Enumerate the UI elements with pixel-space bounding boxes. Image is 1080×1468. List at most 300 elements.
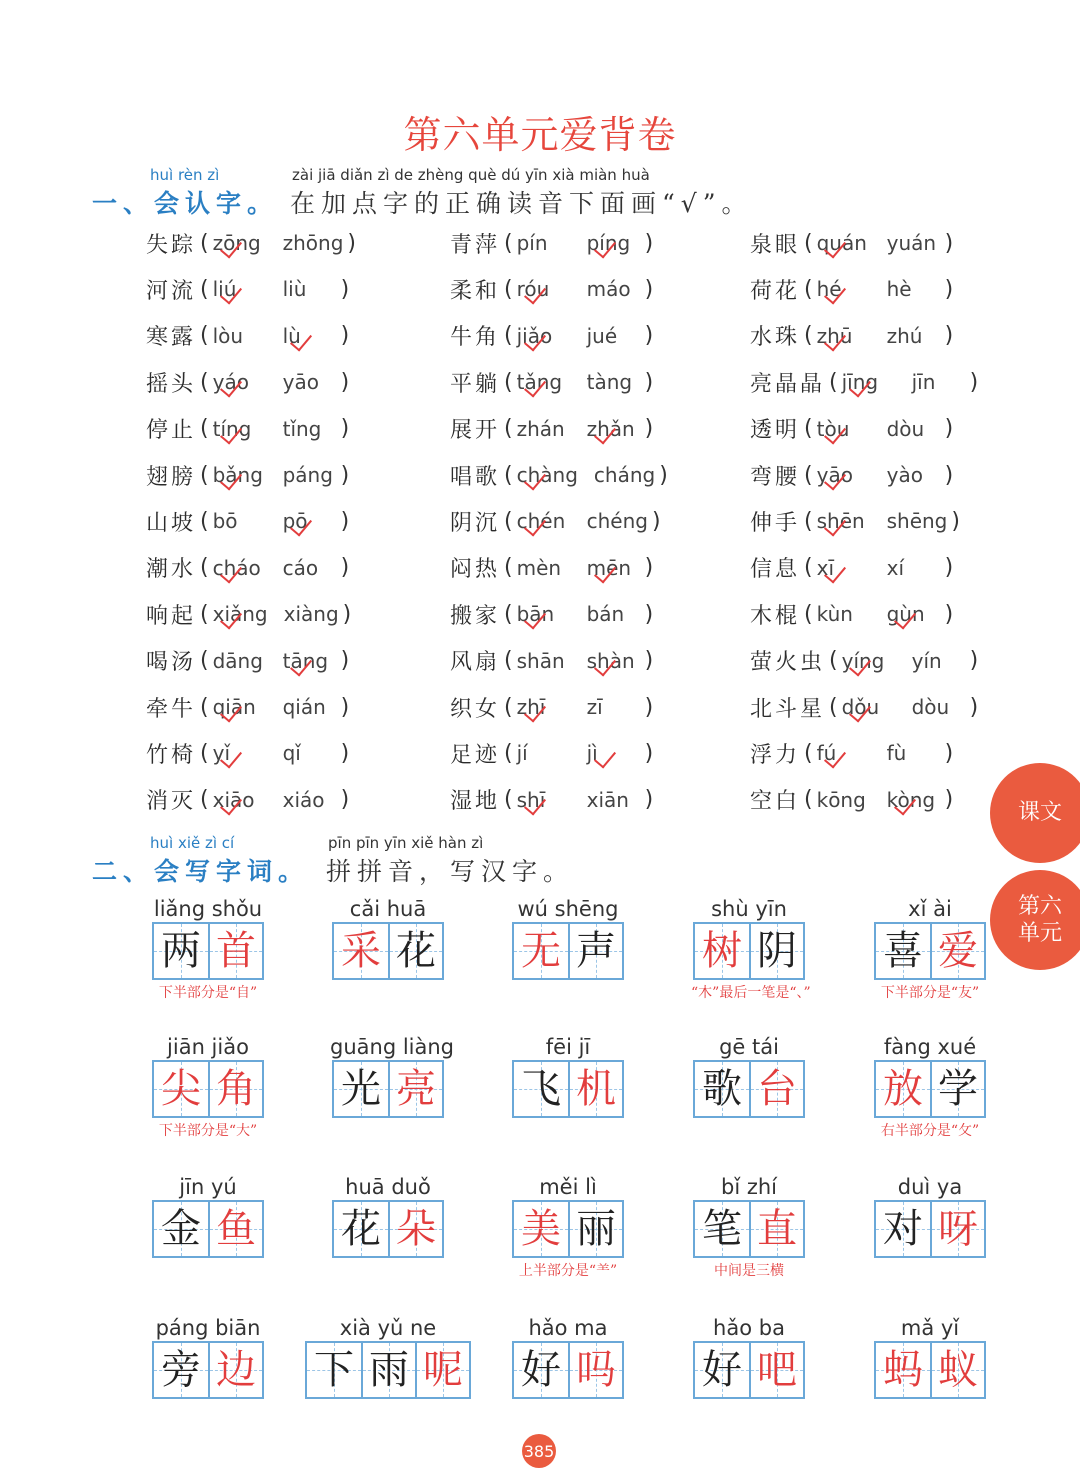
pinyin-option-a[interactable]: shēn — [817, 509, 871, 533]
pinyin-option-a[interactable]: zōng — [213, 231, 267, 255]
pinyin-option-a[interactable]: jīng — [842, 370, 896, 394]
reading-item — [450, 687, 657, 727]
pinyin-option-b[interactable]: zhōng — [282, 231, 344, 255]
pinyin-option-b[interactable]: dòu — [886, 416, 925, 441]
reading-item — [750, 687, 982, 727]
pinyin-option-b[interactable]: hè — [886, 277, 912, 302]
reading-item — [450, 780, 657, 820]
close-paren: ) — [340, 694, 350, 720]
open-paren: ( — [504, 462, 513, 488]
word-cell — [150, 1034, 266, 1140]
tian-zi-ge — [512, 1341, 624, 1399]
hanzi-char: 亮 — [396, 1066, 436, 1112]
reading-word: 闷热 — [450, 557, 501, 583]
reading-item — [750, 733, 957, 773]
tian-zi-ge-box[interactable] — [876, 1202, 930, 1256]
pinyin-option-b[interactable]: liù — [282, 277, 307, 302]
close-paren: ) — [340, 416, 350, 442]
reading-word: 青萍 — [450, 232, 501, 258]
open-paren: ( — [504, 276, 513, 302]
hanzi-char: 丽 — [576, 1206, 616, 1252]
reading-word: 失踪 — [146, 232, 197, 258]
open-paren: ( — [504, 508, 513, 534]
open-paren: ( — [829, 648, 838, 674]
page-number: 385 — [522, 1434, 556, 1468]
tian-zi-ge-box[interactable] — [334, 924, 388, 978]
word-cell — [150, 1315, 266, 1399]
reading-item — [450, 594, 657, 634]
pinyin-option-b[interactable]: mēn — [587, 556, 641, 580]
close-paren: ) — [340, 276, 350, 302]
tab-unit-six[interactable] — [990, 870, 1080, 970]
reading-word: 北斗星 — [750, 696, 826, 722]
tian-zi-ge-box[interactable] — [876, 1062, 930, 1116]
reading-item — [750, 269, 957, 309]
open-paren: ( — [200, 787, 209, 813]
tab-lesson[interactable] — [990, 763, 1080, 863]
tian-zi-ge-box[interactable] — [876, 924, 930, 978]
pinyin-option-b[interactable]: páng — [282, 463, 333, 487]
pinyin-option-b[interactable]: xiáo — [282, 787, 325, 812]
hanzi-char: 放 — [883, 1066, 923, 1112]
hanzi-char: 呢 — [423, 1347, 463, 1393]
pinyin-option-a[interactable]: tǎng — [517, 370, 571, 394]
reading-item — [750, 641, 982, 681]
open-paren: ( — [804, 462, 813, 488]
tian-zi-ge — [152, 922, 264, 980]
hanzi-char: 无 — [521, 928, 561, 974]
word-cell — [510, 896, 626, 980]
pinyin-option-b[interactable]: jì — [587, 741, 641, 765]
section-2-instruction: 拼拼音，写汉字。 — [326, 857, 575, 886]
word-pinyin: hǎo ma — [528, 1316, 608, 1340]
open-paren: ( — [504, 694, 513, 720]
tian-zi-ge — [693, 1060, 805, 1118]
word-pinyin: gē tái — [719, 1035, 779, 1059]
tian-zi-ge — [874, 1060, 986, 1118]
reading-item — [146, 548, 353, 588]
pinyin-option-a[interactable]: bō — [212, 509, 238, 534]
stroke-hint: 右半部分是“攵” — [880, 1123, 980, 1139]
reading-word: 翅膀 — [146, 464, 197, 490]
pinyin-option-a[interactable]: chàng — [516, 463, 578, 487]
section-2-instruction-pinyin: pīn pīn yīn xiě hàn zì — [328, 834, 484, 852]
pinyin-option-b[interactable]: zhú — [886, 323, 923, 348]
close-paren: ) — [644, 601, 654, 627]
pinyin-option-a[interactable]: quán — [817, 231, 871, 255]
pinyin-option-a[interactable]: kōng — [816, 787, 866, 812]
open-paren: ( — [804, 787, 813, 813]
pinyin-option-a[interactable]: xiāo — [213, 788, 267, 812]
open-paren: ( — [200, 740, 209, 766]
section-1-instruction-pinyin: zài jiā diǎn zì de zhèng què dú yīn xià miàn huà — [292, 166, 650, 184]
word-cell — [330, 896, 446, 980]
reading-word: 响起 — [146, 603, 197, 629]
hanzi-char: 喜 — [883, 928, 923, 974]
open-paren: ( — [804, 740, 813, 766]
close-paren: ) — [347, 230, 356, 256]
stroke-hint: 下半部分是“大” — [158, 1123, 258, 1139]
open-paren: ( — [200, 508, 209, 534]
pinyin-option-a[interactable]: tòu — [817, 417, 871, 441]
reading-item — [146, 641, 353, 681]
hanzi-char: 两 — [161, 928, 201, 974]
close-paren: ) — [944, 601, 954, 627]
pinyin-option-b[interactable]: cáo — [282, 555, 319, 580]
tian-zi-ge-box[interactable] — [930, 1062, 984, 1116]
reading-item — [450, 733, 657, 773]
tian-zi-ge-box[interactable] — [930, 1343, 984, 1397]
reading-item — [450, 548, 657, 588]
tian-zi-ge-box[interactable] — [695, 1202, 749, 1256]
close-paren: ) — [944, 555, 954, 581]
section-1-instruction: 在加点字的正确读音下面画“√”。 — [290, 189, 753, 218]
open-paren: ( — [200, 694, 209, 720]
tian-zi-ge-box[interactable] — [876, 1343, 930, 1397]
tian-zi-ge-box[interactable] — [208, 1343, 262, 1397]
tian-zi-ge-box[interactable] — [208, 1202, 262, 1256]
pinyin-option-a[interactable]: shī — [517, 788, 571, 812]
open-paren: ( — [200, 462, 209, 488]
word-pinyin: xià yǔ ne — [339, 1316, 437, 1340]
pinyin-option-a[interactable]: pín — [516, 231, 548, 255]
pinyin-option-a[interactable]: yáo — [213, 370, 267, 394]
hanzi-char: 金 — [161, 1206, 201, 1252]
pinyin-option-b[interactable]: chéng — [586, 509, 648, 534]
section-1-pinyin: huì rèn zì — [150, 166, 220, 184]
pinyin-option-a[interactable]: zhán — [516, 416, 565, 441]
pinyin-option-a[interactable]: yāo — [817, 463, 871, 487]
close-paren: ) — [644, 555, 654, 581]
reading-item — [450, 641, 657, 681]
hanzi-char: 树 — [702, 928, 742, 974]
pinyin-option-b[interactable]: kòng — [887, 788, 941, 812]
stroke-hint: “木”最后一笔是“、” — [691, 985, 811, 1001]
reading-item — [450, 501, 665, 541]
hanzi-char: 吗 — [576, 1347, 616, 1393]
pinyin-option-a[interactable]: xī — [817, 556, 871, 580]
tian-zi-ge — [693, 1341, 805, 1399]
reading-item — [146, 780, 353, 820]
word-cell — [510, 1315, 626, 1399]
tian-zi-ge-box[interactable] — [749, 1062, 803, 1116]
tian-zi-ge-box[interactable] — [514, 1343, 568, 1397]
hanzi-char: 呀 — [938, 1206, 978, 1252]
tian-zi-ge-box[interactable] — [514, 1202, 568, 1256]
close-paren: ) — [969, 369, 979, 395]
tian-zi-ge-box[interactable] — [514, 924, 568, 978]
hanzi-char: 歌 — [702, 1066, 742, 1112]
open-paren: ( — [200, 323, 209, 349]
page-title: 第六单元爱背卷 — [403, 113, 677, 157]
pinyin-option-a[interactable]: yíng — [842, 649, 896, 673]
open-paren: ( — [200, 276, 209, 302]
hanzi-char: 爱 — [938, 928, 978, 974]
hanzi-char: 笔 — [702, 1206, 742, 1252]
tian-zi-ge — [332, 1200, 444, 1258]
word-cell — [510, 1174, 626, 1280]
pinyin-option-b[interactable]: zhǎn — [587, 417, 641, 441]
close-paren: ) — [342, 601, 352, 627]
pinyin-option-a[interactable]: zhī — [517, 695, 571, 719]
open-paren: ( — [504, 555, 513, 581]
pinyin-option-a[interactable]: róu — [517, 277, 571, 301]
pinyin-option-a[interactable]: tíng — [213, 417, 267, 441]
reading-word: 浮力 — [750, 742, 801, 768]
close-paren: ) — [944, 787, 954, 813]
pinyin-option-b[interactable]: yín — [911, 648, 942, 673]
reading-word: 透明 — [750, 418, 801, 444]
pinyin-option-b[interactable]: shàn — [587, 649, 641, 673]
reading-word: 风扇 — [450, 650, 501, 676]
hanzi-char: 好 — [702, 1347, 742, 1393]
hanzi-char: 直 — [757, 1206, 797, 1252]
word-cell — [691, 1174, 807, 1280]
pinyin-option-b[interactable]: zī — [586, 695, 603, 719]
tian-zi-ge-box[interactable] — [388, 1202, 442, 1256]
pinyin-option-b[interactable]: tǐng — [282, 416, 322, 441]
word-cell — [691, 896, 811, 1002]
pinyin-option-a[interactable]: dāng — [212, 648, 263, 673]
section-2-pinyin: huì xiě zì cí — [150, 834, 235, 852]
tian-zi-ge — [152, 1060, 264, 1118]
open-paren: ( — [200, 230, 209, 256]
hanzi-char: 机 — [576, 1066, 616, 1112]
tian-zi-ge-box[interactable] — [930, 924, 984, 978]
reading-word: 木棍 — [750, 603, 801, 629]
pinyin-option-b[interactable]: jīn — [911, 370, 936, 395]
pinyin-option-b[interactable]: máo — [586, 277, 631, 302]
pinyin-option-b[interactable]: qǐ — [282, 741, 301, 766]
reading-item — [146, 594, 355, 634]
reading-item — [146, 316, 353, 356]
tian-zi-ge-box[interactable] — [388, 924, 442, 978]
pinyin-option-b[interactable]: yuán — [886, 231, 937, 255]
pinyin-option-b[interactable]: pō — [283, 509, 337, 533]
pinyin-option-b[interactable]: dòu — [911, 695, 950, 719]
pinyin-option-b[interactable]: gùn — [887, 602, 941, 626]
pinyin-option-b[interactable]: shēng — [886, 509, 948, 534]
tian-zi-ge-box[interactable] — [568, 1343, 622, 1397]
tian-zi-ge-box[interactable] — [208, 1062, 262, 1116]
close-paren: ) — [340, 787, 350, 813]
hanzi-char: 下 — [314, 1347, 354, 1393]
stroke-hint: 上半部分是“⺷” — [518, 1263, 618, 1279]
tian-zi-ge-box[interactable] — [334, 1202, 388, 1256]
word-cell — [510, 1034, 626, 1118]
reading-item — [750, 594, 957, 634]
tian-zi-ge-box[interactable] — [514, 1062, 568, 1116]
open-paren: ( — [200, 601, 209, 627]
reading-word: 牵牛 — [146, 696, 197, 722]
tian-zi-ge-box[interactable] — [749, 1202, 803, 1256]
open-paren: ( — [504, 740, 513, 766]
close-paren: ) — [969, 648, 979, 674]
pinyin-option-b[interactable]: qián — [282, 695, 326, 719]
pinyin-option-a[interactable]: cháo — [213, 556, 267, 580]
tian-zi-ge-box[interactable] — [930, 1202, 984, 1256]
close-paren: ) — [644, 416, 654, 442]
reading-word: 搬家 — [450, 603, 501, 629]
reading-word: 伸手 — [750, 510, 801, 536]
hanzi-char: 首 — [216, 928, 256, 974]
pinyin-option-a[interactable]: qiān — [213, 695, 267, 719]
tian-zi-ge-box[interactable] — [415, 1343, 469, 1397]
stroke-hint: 下半部分是“友” — [880, 985, 980, 1001]
pinyin-option-b[interactable]: bán — [586, 602, 625, 627]
tian-zi-ge — [512, 1060, 624, 1118]
word-cell — [691, 1315, 807, 1399]
tian-zi-ge-box[interactable] — [334, 1062, 388, 1116]
hanzi-char: 蚂 — [883, 1347, 923, 1393]
reading-item — [750, 548, 957, 588]
reading-word: 消灭 — [146, 789, 197, 815]
word-pinyin: duì ya — [897, 1175, 963, 1199]
pinyin-option-a[interactable]: jiǎo — [517, 324, 571, 348]
close-paren: ) — [340, 462, 350, 488]
pinyin-option-a[interactable]: mèn — [516, 555, 562, 580]
tian-zi-ge-box[interactable] — [154, 1062, 208, 1116]
open-paren: ( — [200, 555, 209, 581]
reading-word: 柔和 — [450, 278, 501, 304]
tian-zi-ge-box[interactable] — [695, 924, 749, 978]
pinyin-option-a[interactable]: jí — [516, 741, 528, 766]
reading-word: 唱歌 — [450, 464, 501, 490]
reading-word: 喝汤 — [146, 650, 197, 676]
pinyin-option-a[interactable]: bǎng — [213, 463, 267, 487]
close-paren: ) — [944, 416, 954, 442]
pinyin-option-b[interactable]: fù — [886, 741, 907, 766]
pinyin-option-b[interactable]: lù — [283, 324, 337, 348]
hanzi-char: 花 — [396, 928, 436, 974]
tian-zi-ge — [693, 922, 805, 980]
close-paren: ) — [944, 230, 954, 256]
tian-zi-ge — [512, 922, 624, 980]
reading-word: 摇头 — [146, 371, 197, 397]
pinyin-option-a[interactable]: chén — [517, 509, 571, 533]
pinyin-option-a[interactable]: yǐ — [213, 741, 267, 765]
pinyin-option-a[interactable]: liú — [213, 277, 267, 301]
tian-zi-ge-box[interactable] — [154, 1343, 208, 1397]
reading-item — [750, 780, 957, 820]
tian-zi-ge-box[interactable] — [695, 1062, 749, 1116]
pinyin-option-a[interactable]: kùn — [816, 602, 853, 627]
close-paren: ) — [969, 694, 979, 720]
tian-zi-ge-box[interactable] — [749, 924, 803, 978]
pinyin-option-b[interactable]: xiān — [586, 787, 629, 812]
pinyin-option-b[interactable]: píng — [587, 231, 641, 255]
reading-word: 停止 — [146, 418, 197, 444]
close-paren: ) — [340, 508, 350, 534]
pinyin-option-b[interactable]: tāng — [283, 649, 337, 673]
tian-zi-ge-box[interactable] — [388, 1062, 442, 1116]
tian-zi-ge-box[interactable] — [154, 924, 208, 978]
tian-zi-ge — [152, 1200, 264, 1258]
tian-zi-ge-box[interactable] — [695, 1343, 749, 1397]
word-pinyin: mǎ yǐ — [900, 1316, 960, 1340]
word-cell — [330, 1034, 455, 1118]
hanzi-char: 飞 — [521, 1066, 561, 1112]
tian-zi-ge-box[interactable] — [568, 1202, 622, 1256]
word-cell — [150, 1174, 266, 1258]
pinyin-option-b[interactable]: cháng — [593, 463, 656, 487]
pinyin-option-a[interactable]: hé — [817, 277, 871, 301]
reading-word: 水珠 — [750, 325, 801, 351]
tian-zi-ge-box[interactable] — [361, 1343, 415, 1397]
close-paren: ) — [651, 508, 661, 534]
pinyin-option-a[interactable]: zhū — [817, 324, 871, 348]
word-pinyin: wú shēng — [517, 897, 619, 921]
open-paren: ( — [200, 416, 209, 442]
close-paren: ) — [644, 369, 654, 395]
hanzi-char: 鱼 — [216, 1206, 256, 1252]
hanzi-char: 台 — [757, 1066, 797, 1112]
tian-zi-ge-box[interactable] — [568, 924, 622, 978]
reading-item — [146, 362, 353, 402]
tab-lesson-label: 课文 — [1017, 800, 1062, 826]
pinyin-option-b[interactable]: yào — [886, 463, 923, 487]
pinyin-option-a[interactable]: fú — [817, 741, 871, 765]
hanzi-char: 朵 — [396, 1206, 436, 1252]
reading-item — [450, 455, 672, 495]
tian-zi-ge — [332, 922, 444, 980]
tab-unit-six-label: 第六单元 — [1017, 893, 1062, 946]
close-paren: ) — [340, 323, 350, 349]
pinyin-option-a[interactable]: bān — [517, 602, 571, 626]
tian-zi-ge-box[interactable] — [568, 1062, 622, 1116]
pinyin-option-a[interactable]: lòu — [212, 323, 244, 348]
tian-zi-ge-box[interactable] — [208, 924, 262, 978]
tian-zi-ge-box[interactable] — [307, 1343, 361, 1397]
reading-item — [146, 733, 353, 773]
word-pinyin: měi lì — [539, 1175, 597, 1199]
tian-zi-ge-box[interactable] — [749, 1343, 803, 1397]
reading-item — [750, 409, 957, 449]
open-paren: ( — [804, 601, 813, 627]
word-pinyin: jiān jiǎo — [167, 1035, 249, 1059]
pinyin-option-a[interactable]: xiǎng — [212, 602, 268, 627]
reading-word: 潮水 — [146, 557, 197, 583]
pinyin-option-b[interactable]: tàng — [586, 370, 633, 395]
word-pinyin: jīn yú — [179, 1175, 237, 1199]
close-paren: ) — [644, 787, 654, 813]
reading-item — [750, 223, 957, 263]
hanzi-char: 角 — [216, 1066, 256, 1112]
pinyin-option-a[interactable]: dǒu — [842, 695, 896, 719]
tian-zi-ge-box[interactable] — [154, 1202, 208, 1256]
tian-zi-ge — [874, 1341, 986, 1399]
reading-item — [750, 316, 957, 356]
reading-item — [450, 409, 657, 449]
hanzi-char: 吧 — [757, 1347, 797, 1393]
tian-zi-ge — [874, 922, 986, 980]
reading-word: 亮晶晶 — [750, 371, 826, 397]
reading-word: 展开 — [450, 418, 501, 444]
pinyin-option-a[interactable]: shān — [516, 648, 565, 673]
word-cell — [691, 1034, 807, 1118]
close-paren: ) — [340, 740, 350, 766]
pinyin-option-b[interactable]: xí — [886, 555, 905, 580]
pinyin-option-b[interactable]: xiàng — [283, 602, 339, 627]
word-cell — [872, 1034, 988, 1140]
pinyin-option-b[interactable]: jué — [586, 323, 618, 348]
open-paren: ( — [804, 230, 813, 256]
hanzi-char: 雨 — [369, 1347, 409, 1393]
reading-item — [146, 687, 353, 727]
pinyin-option-b[interactable]: yāo — [282, 370, 319, 395]
close-paren: ) — [944, 462, 954, 488]
reading-item — [146, 223, 360, 263]
